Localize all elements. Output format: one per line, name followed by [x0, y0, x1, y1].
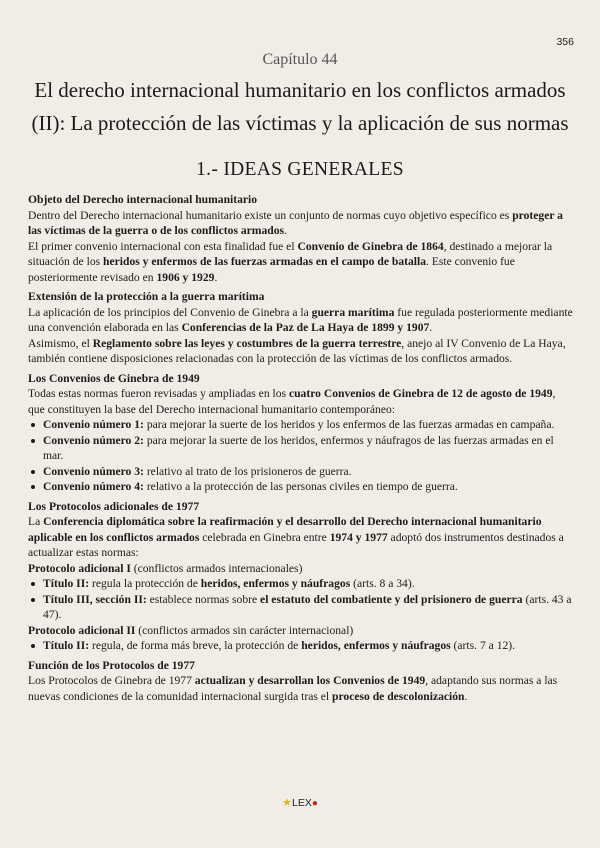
- list-item: Convenio número 2: para mejorar la suerte de los heridos, enfermos y náufragos de las fuerzas armadas en el mar.: [28, 433, 574, 464]
- section-objeto: [28, 192, 574, 285]
- protocol-1-heading: Protocolo adicional I (conflictos armados internacionales): [28, 561, 303, 575]
- section-title: Los Protocolos adicionales de 1977: [28, 499, 200, 513]
- star-icon: ★: [282, 797, 292, 809]
- document-body: [28, 192, 574, 704]
- page-number: 356: [556, 36, 574, 48]
- convenios-list: [28, 417, 574, 495]
- paragraph: Dentro del Derecho internacional humanitario existe un conjunto de normas cuyo objetivo específico es proteger a las víctimas de la guerra o de los conflictos armados.: [28, 208, 563, 237]
- section-title: Objeto del Derecho internacional humanitario: [28, 193, 258, 206]
- paragraph: Todas estas normas fueron revisadas y ampliadas en los cuatro Convenios de Ginebra de 12 de agosto de 1949, que constituyen la base del Derecho internacional humanitario contemporáneo:: [28, 387, 556, 416]
- section-title: Los Convenios de Ginebra de 1949: [28, 371, 200, 385]
- blood-drop-icon: ●: [311, 798, 318, 809]
- paragraph: La Conferencia diplomática sobre la reafirmación y el desarrollo del Derecho internacional humanitario aplicable en los conflictos armados celebrada en Ginebra entre 1974 y 1977 adoptó dos instrumentos destinados a actualizar estas normas:: [28, 515, 564, 559]
- section-convenios: [28, 371, 574, 495]
- paragraph: El primer convenio internacional con esta finalidad fue el Convenio de Ginebra de 1864, destinado a mejorar la situación de los heridos y enfermos de las fuerzas armadas en el campo de batalla. Este convenio fue posteriormente revisado en 1906 y 1929.: [28, 239, 553, 284]
- logo-text: LEX: [291, 797, 312, 809]
- list-item: Convenio número 4: relativo a la protección de las personas civiles en tiempo de guerra.: [28, 479, 574, 495]
- section-heading: 1.- IDEAS GENERALES: [196, 159, 404, 180]
- section-extension: [28, 289, 574, 367]
- protocol-2-heading: Protocolo adicional II (conflictos armados sin carácter internacional): [28, 623, 354, 637]
- paragraph: Asimismo, el Reglamento sobre las leyes y costumbres de la guerra terrestre, anejo al IV Convenio de La Haya, también contiene disposiciones relacionadas con la protección de las víctimas de los conflictos armados.: [28, 336, 566, 365]
- protocol-1-list: [28, 576, 574, 623]
- page-title: [10, 74, 590, 140]
- title-line-2: (II): La protección de las víctimas y la aplicación de sus normas: [31, 111, 569, 135]
- section-title: Función de los Protocolos de 1977: [28, 658, 195, 672]
- section-title: Extensión de la protección a la guerra marítima: [28, 290, 265, 303]
- lex-logo: [0, 796, 600, 809]
- section-protocolos: [28, 499, 574, 654]
- protocol-2-list: [28, 638, 574, 654]
- paragraph: La aplicación de los principios del Convenio de Ginebra a la guerra marítima fue regulada posteriormente mediante una convención elaborada en las Conferencias de la Paz de La Haya de 1899 y 1907.: [28, 305, 573, 334]
- list-item: Título III, sección II: establece normas sobre el estatuto del combatiente y del prisionero de guerra (arts. 43 a 47).: [28, 592, 574, 623]
- chapter-label: Capítulo 44: [262, 51, 338, 68]
- title-line-1: El derecho internacional humanitario en los conflictos armados: [34, 78, 566, 102]
- section-funcion: [28, 658, 574, 705]
- list-item: Convenio número 3: relativo al trato de los prisioneros de guerra.: [28, 464, 574, 480]
- list-item: Título II: regula la protección de heridos, enfermos y náufragos (arts. 8 a 34).: [28, 576, 574, 592]
- list-item: Título II: regula, de forma más breve, la protección de heridos, enfermos y náufragos (arts. 7 a 12).: [28, 638, 574, 654]
- list-item: Convenio número 1: para mejorar la suerte de los heridos y los enfermos de las fuerzas armadas en campaña.: [28, 417, 574, 433]
- paragraph: Los Protocolos de Ginebra de 1977 actualizan y desarrollan los Convenios de 1949, adaptando sus normas a las nuevas condiciones de la comunidad internacional surgida tras el proceso de descolonización.: [28, 674, 558, 703]
